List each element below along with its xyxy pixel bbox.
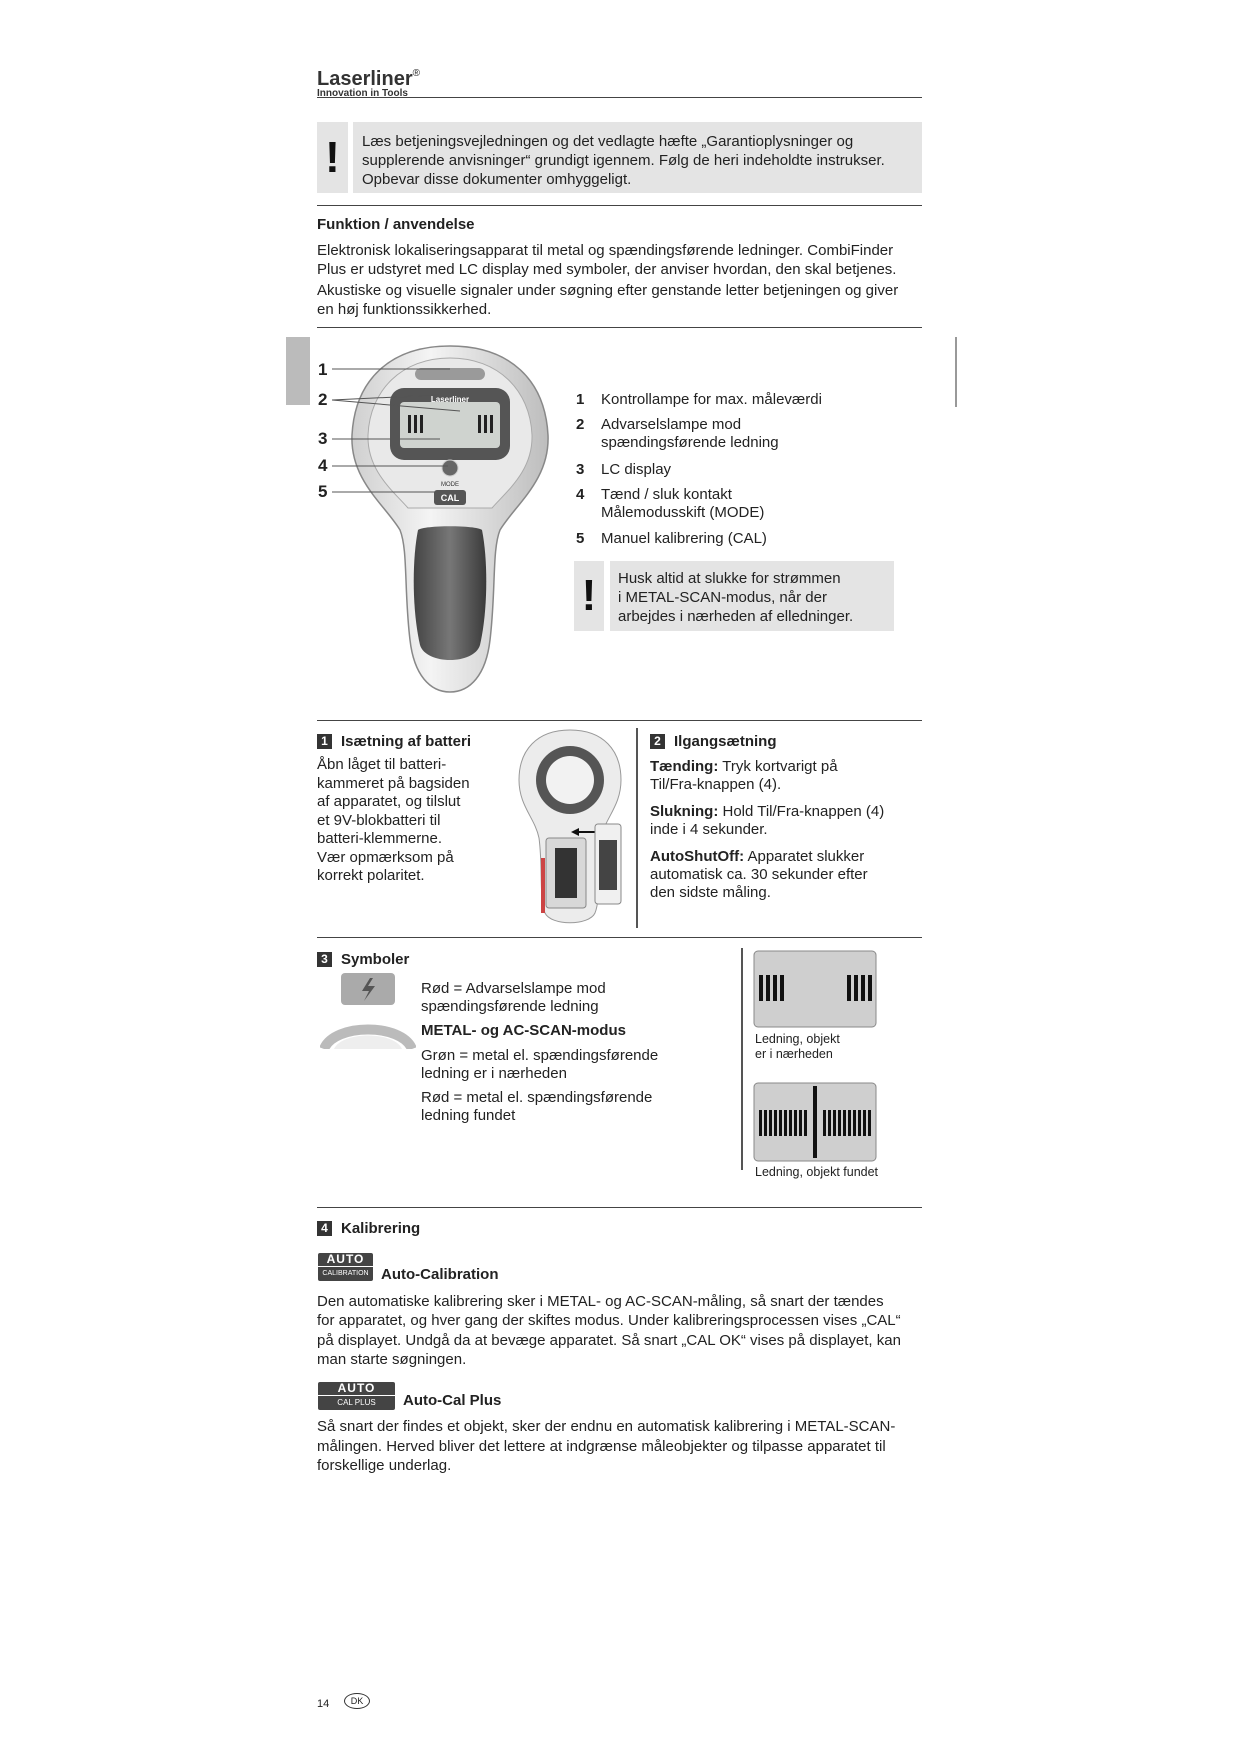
legend-text: Manuel kalibrering (CAL)	[601, 530, 767, 547]
callout-leaders	[330, 355, 480, 505]
legend-num: 4	[576, 486, 585, 503]
auto-calibration-title: Auto-Calibration	[381, 1266, 499, 1283]
symbol-line: Grøn = metal el. spændingsførende	[421, 1047, 659, 1064]
symbols-mode-title: METAL- og AC-SCAN-modus	[421, 1022, 626, 1039]
section-rule	[317, 937, 922, 938]
operation-line: Hold Til/Fra-knappen (4)	[722, 803, 885, 820]
calibration-line: på displayet. Undgå da at bevæge apparatet. Så snart „CAL OK“ vises på displayet, kan	[317, 1332, 901, 1349]
function-line: Elektronisk lokaliseringsapparat til metal og spændingsførende ledninger. CombiFinder	[317, 242, 894, 259]
right-edge-marker	[955, 337, 957, 407]
operation-title	[650, 733, 777, 750]
section-number: 3	[317, 952, 332, 967]
symbol-line: ledning fundet	[421, 1107, 516, 1124]
operation-line: inde i 4 sekunder.	[650, 821, 768, 838]
symbol-line: Rød = metal el. spændingsførende	[421, 1089, 653, 1106]
auto-calibration-icon	[318, 1253, 373, 1281]
operation-item-autoshutoff	[650, 848, 925, 902]
section-title-text: Kalibrering	[341, 1220, 421, 1237]
legend-text: Målemodusskift (MODE)	[601, 504, 765, 521]
symbol-line: spændingsførende ledning	[421, 998, 599, 1015]
battery-line: af apparatet, og tilslut	[317, 793, 461, 810]
warning-line: supplerende anvisninger“ grundigt igennem. Følg de heri indeholdte instrukser.	[362, 152, 885, 169]
callout-4: 4	[318, 456, 328, 475]
display-found-caption: Ledning, objekt fundet	[755, 1165, 879, 1179]
calibration-title	[317, 1220, 420, 1237]
operation-line: Til/Fra-knappen (4).	[650, 776, 782, 793]
indicator-ring-icon	[320, 1017, 416, 1049]
cal-label: CAL	[440, 493, 460, 503]
warning-line: Opbevar disse dokumenter omhyggeligt.	[362, 171, 632, 188]
battery-line: Åbn låget til batteri-	[317, 756, 447, 773]
section-rule	[317, 1207, 922, 1208]
operation-line: Tryk kortvarigt på	[722, 758, 838, 775]
function-line: en høj funktionssikkerhed.	[317, 301, 492, 318]
display-near-icon	[753, 950, 877, 1028]
symbol-line: Rød = Advarselslampe mod	[421, 980, 606, 997]
operation-item-off	[650, 803, 925, 839]
function-title: Funktion / anvendelse	[317, 216, 475, 233]
battery-line: et 9V-blokbatteri til	[317, 811, 441, 829]
warning-line: Husk altid at slukke for strømmen	[618, 570, 841, 587]
column-divider	[636, 728, 638, 928]
legend-text: Advarselslampe mod	[601, 416, 742, 433]
legend-num: 5	[576, 530, 585, 547]
battery-line: korrekt polaritet.	[317, 867, 425, 884]
auto-cal-plus-title: Auto-Cal Plus	[403, 1392, 502, 1409]
operation-label: Tænding:	[650, 758, 719, 775]
callout-5: 5	[318, 482, 328, 501]
language-badge: DK	[344, 1693, 370, 1709]
calibration-line: forskellige underlag.	[317, 1457, 452, 1474]
mode-label: MODE	[441, 482, 459, 488]
legend-text: LC display	[601, 461, 672, 478]
operation-label: AutoShutOff:	[650, 848, 745, 865]
legend-text: Kontrollampe for max. måleværdi	[601, 391, 822, 408]
calibration-line: man starte søgningen.	[317, 1351, 467, 1368]
badge-text: AUTO	[318, 1382, 395, 1396]
symbol-line: ledning er i nærheden	[421, 1065, 567, 1082]
page-number: 14	[317, 1698, 330, 1710]
calibration-line: for apparatet, og hver gang der skiftes modus. Under kalibreringsprocessen vises „CAL“	[317, 1312, 901, 1329]
display-found-icon	[753, 1082, 877, 1162]
auto-calibration-text	[317, 1292, 927, 1369]
brand-tagline: Innovation in Tools	[317, 88, 408, 99]
operation-line: Apparatet slukker	[747, 848, 865, 865]
legend-num: 2	[576, 416, 585, 433]
badge-text: AUTO	[318, 1253, 373, 1267]
warning-line: arbejdes i nærheden af elledninger.	[618, 608, 854, 625]
callout-3: 3	[318, 429, 328, 448]
operation-text	[650, 758, 925, 902]
registered-mark: ®	[412, 68, 420, 79]
legend-num: 3	[576, 461, 585, 478]
side-tab-marker	[286, 337, 310, 405]
calibration-line: målingen. Herved bliver det lettere at indgrænse måleobjekter og tilpasse apparatet til	[317, 1438, 886, 1455]
section-rule	[317, 720, 922, 721]
battery-line: kammeret på bagsiden	[317, 774, 470, 792]
operation-label: Slukning:	[650, 803, 719, 820]
badge-text: CALIBRATION	[322, 1270, 369, 1277]
auto-cal-plus-icon	[318, 1382, 395, 1410]
section-rule	[317, 327, 922, 328]
device-brand-label: Laserliner	[430, 395, 470, 404]
section-rule	[317, 205, 922, 206]
brand-name: Laserliner	[317, 68, 413, 90]
function-text	[317, 241, 927, 319]
battery-line: batteri-klemmerne.	[317, 830, 443, 847]
brand-logo	[317, 68, 420, 99]
warning-mark-mid: !	[574, 561, 604, 631]
caption-line: er i nærheden	[755, 1047, 833, 1061]
battery-line: Vær opmærksom på	[317, 848, 454, 866]
symbols-title	[317, 951, 409, 968]
auto-cal-plus-text	[317, 1417, 927, 1475]
operation-line: automatisk ca. 30 sekunder efter	[650, 866, 868, 883]
section-number: 1	[317, 734, 332, 749]
section-title-text: Ilgangsætning	[674, 733, 777, 750]
operation-item-on	[650, 758, 925, 794]
header-rule	[317, 97, 922, 98]
legend-text: Tænd / sluk kontakt	[601, 486, 732, 503]
battery-title	[317, 733, 471, 750]
column-divider	[741, 948, 743, 1170]
operation-line: den sidste måling.	[650, 884, 771, 901]
caption-line: Ledning, objekt	[755, 1032, 840, 1046]
section-number: 2	[650, 734, 665, 749]
calibration-line: Den automatiske kalibrering sker i METAL- og AC-SCAN-måling, så snart der tændes	[317, 1293, 884, 1310]
warning-lamp-icon	[340, 972, 396, 1006]
function-line: Plus er udstyret med LC display med symboler, der anviser hvordan, den skal betjenes.	[317, 261, 897, 278]
symbols-text	[421, 980, 721, 1125]
battery-illustration	[515, 728, 625, 928]
function-line: Akustiske og visuelle signaler under søgning efter genstande letter betjeningen og giver	[317, 282, 899, 299]
legend-num: 1	[576, 391, 585, 408]
warning-line: Læs betjeningsvejledningen og det vedlagte hæfte „Garantioplysninger og	[362, 133, 854, 150]
section-title-text: Isætning af batteri	[341, 733, 472, 750]
callout-1: 1	[318, 360, 328, 379]
legend-text: spændingsførende ledning	[601, 434, 779, 451]
warning-box-top	[353, 122, 922, 193]
calibration-line: Så snart der findes et objekt, sker der endnu en automatisk kalibrering i METAL-SCAN-	[317, 1418, 896, 1435]
warning-mark: !	[317, 122, 348, 193]
section-number: 4	[317, 1221, 332, 1236]
section-title-text: Symboler	[341, 951, 410, 968]
warning-line: i METAL-SCAN-modus, når der	[618, 589, 827, 606]
battery-text	[317, 756, 502, 886]
callout-2: 2	[318, 390, 328, 409]
badge-text: CAL PLUS	[337, 1398, 376, 1407]
warning-box-mid	[610, 561, 894, 631]
display-near-caption	[755, 1032, 840, 1062]
